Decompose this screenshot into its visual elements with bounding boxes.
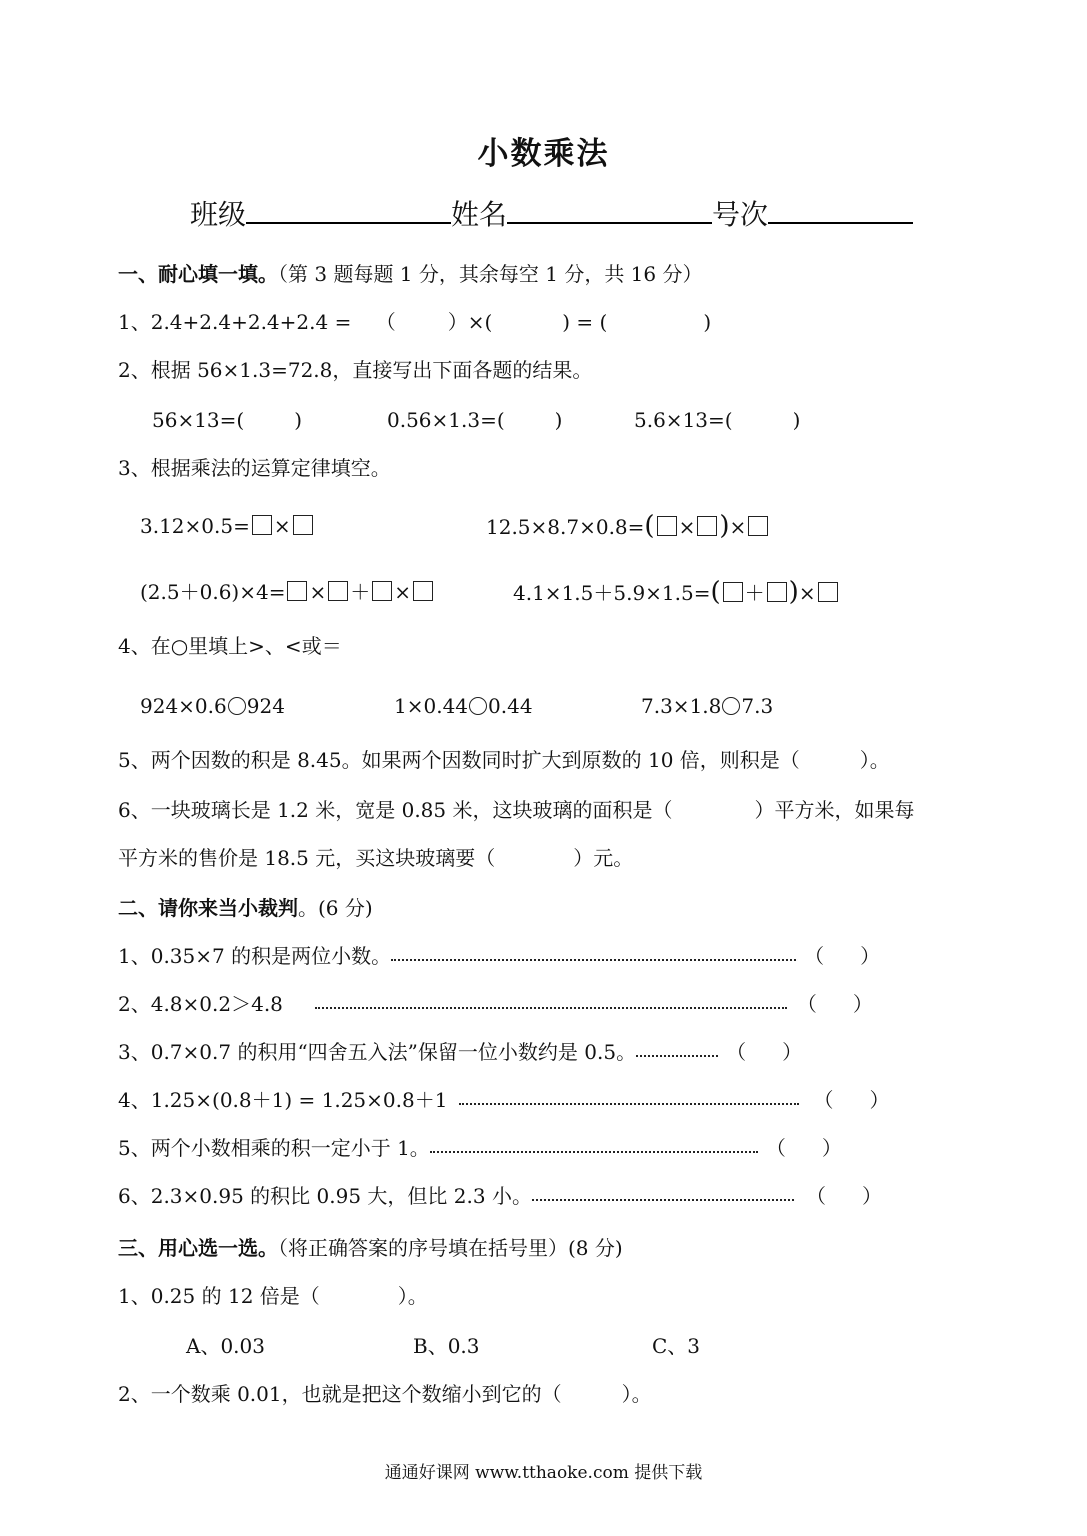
judge-item-2 (118, 990, 873, 1018)
section-3-note: （将正确答案的序号填在括号里）(8 分) (278, 1236, 623, 1260)
s1-q6-text: 平方米的售价是 18.5 元，买这块玻璃要（ (118, 846, 496, 870)
judge-paren: （ (765, 1136, 786, 1160)
compare-circle[interactable] (228, 697, 246, 715)
compare-right: 7.3 (741, 694, 774, 718)
judge-text: 1、0.35×7 的积是两位小数。 (118, 944, 392, 968)
times-sign: × (309, 580, 327, 604)
page-title: 小数乘法 (477, 136, 610, 172)
footer-text: 通通好课网 www.tthaoke.com 提供下载 (384, 1463, 703, 1483)
judge-text: 2、4.8×0.2＞4.8 (118, 992, 283, 1016)
judge-paren: （ (813, 1088, 834, 1112)
answer-box[interactable] (818, 582, 838, 602)
answer-box[interactable] (697, 516, 717, 536)
s1-q3-c (140, 578, 435, 606)
s3-q2 (118, 1380, 652, 1408)
answer-box[interactable] (287, 581, 307, 601)
s3-q1 (118, 1282, 428, 1310)
compare-circle[interactable] (469, 697, 487, 715)
s1-q3-d (513, 578, 840, 607)
s1-q1-paren: （ (375, 310, 396, 334)
s1-q6-text: 6、一块玻璃长是 1.2 米，宽是 0.85 米，这块玻璃的面积是（ (118, 798, 673, 822)
option-a[interactable]: A、0.03 (186, 1334, 265, 1358)
s1-q5 (118, 746, 890, 774)
judge-text: 3、0.7×0.7 的积用“四舍五入法”保留一位小数约是 0.5。 (118, 1040, 637, 1064)
close-paren: ) (719, 511, 730, 541)
section-3-heading (118, 1234, 623, 1262)
s1-q2-b (387, 406, 562, 434)
judge-paren: ） (821, 1136, 842, 1160)
s1-q3-d-expr: 4.1×1.5＋5.9×1.5= (513, 581, 711, 605)
plus-sign: ＋ (350, 580, 371, 604)
close-paren: ) (788, 577, 799, 607)
leader-dots (532, 1185, 794, 1201)
option-c[interactable]: C、3 (652, 1334, 701, 1358)
student-info-line (190, 196, 913, 233)
s1-q1-paren: ）×( (447, 310, 493, 334)
s1-q3-b-expr: 12.5×8.7×0.8= (486, 515, 645, 539)
answer-box[interactable] (252, 515, 272, 535)
judge-item-1 (118, 942, 880, 970)
compare-left: 1×0.44 (394, 694, 469, 718)
s3-q1-end: ）。 (397, 1284, 428, 1308)
answer-box[interactable] (293, 515, 313, 535)
answer-box[interactable] (328, 581, 348, 601)
class-blank[interactable] (246, 196, 451, 224)
judge-paren: ） (852, 992, 873, 1016)
s1-q2-a (152, 406, 302, 434)
s1-q3-c-expr: (2.5＋0.6)×4= (140, 580, 286, 604)
option-b[interactable]: B、0.3 (413, 1334, 480, 1358)
judge-item-6 (118, 1182, 882, 1210)
answer-box[interactable] (372, 581, 392, 601)
s1-q3-text: 3、根据乘法的运算定律填空。 (118, 456, 391, 480)
section-1-title: 一、耐心填一填。 (118, 262, 278, 286)
s1-q6-line1 (118, 796, 915, 824)
judge-paren: ） (782, 1040, 803, 1064)
answer-box[interactable] (413, 581, 433, 601)
s1-q2-b-expr: 0.56×1.3=( (387, 408, 505, 432)
answer-box[interactable] (723, 582, 743, 602)
leader-dots (315, 993, 787, 1009)
section-2-heading (118, 894, 373, 922)
judge-paren: （ (796, 992, 817, 1016)
name-label: 姓名 (451, 198, 508, 231)
s1-q2-a-expr: 56×13=( (152, 408, 245, 432)
judge-paren: （ (726, 1040, 747, 1064)
compare-right: 924 (246, 694, 285, 718)
section-1-heading (118, 260, 702, 288)
compare-right: 0.44 (488, 694, 533, 718)
times-sign: × (273, 514, 291, 538)
open-paren: ( (710, 577, 721, 607)
answer-box[interactable] (767, 582, 787, 602)
s1-q2-c-close: ) (792, 408, 801, 432)
leader-dots (430, 1137, 758, 1153)
judge-paren: （ (805, 1184, 826, 1208)
answer-box[interactable] (657, 516, 677, 536)
name-blank[interactable] (507, 196, 712, 224)
s1-q2-text: 2、根据 56×1.3=72.8，直接写出下面各题的结果。 (118, 358, 593, 382)
leader-dots (636, 1041, 718, 1057)
section-3-title: 三、用心选一选。 (118, 1236, 278, 1260)
s1-q2-b-close: ) (554, 408, 563, 432)
compare-circle[interactable] (722, 697, 740, 715)
answer-box[interactable] (748, 516, 768, 536)
s1-q3-a (140, 512, 315, 540)
judge-item-3 (118, 1038, 802, 1066)
s1-q4-c (641, 692, 773, 720)
s1-q5-end: ）。 (859, 748, 890, 772)
section-1-note: （第 3 题每题 1 分，其余每空 1 分，共 16 分） (278, 262, 703, 286)
s1-q5-text: 5、两个因数的积是 8.45。如果两个因数同时扩大到原数的 10 倍，则积是（ (118, 748, 800, 772)
compare-left: 924×0.6 (140, 694, 227, 718)
s3-q2-text: 2、一个数乘 0.01，也就是把这个数缩小到它的（ (118, 1382, 562, 1406)
s1-q6-line2 (118, 844, 633, 872)
s1-q2-a-close: ) (294, 408, 303, 432)
s1-q6-text: ）平方米，如果每 (754, 798, 915, 822)
judge-text: 5、两个小数相乘的积一定小于 1。 (118, 1136, 430, 1160)
class-label: 班级 (190, 198, 247, 231)
s1-q1-text: 1、2.4+2.4+2.4+2.4 = (118, 310, 352, 334)
plus-sign: ＋ (744, 581, 765, 605)
s1-q6-text: ）元。 (573, 846, 634, 870)
s3-q2-end: ）。 (621, 1382, 652, 1406)
judge-paren: ） (860, 944, 881, 968)
judge-text: 6、2.3×0.95 的积比 0.95 大，但比 2.3 小。 (118, 1184, 532, 1208)
s1-q1-paren: ) = ( (562, 310, 608, 334)
times-sign: × (394, 580, 411, 604)
leader-dots (459, 1089, 799, 1105)
section-2-note: 。(6 分) (298, 896, 373, 920)
number-label: 号次 (712, 198, 769, 231)
s1-q4-b (394, 692, 533, 720)
number-blank[interactable] (768, 196, 913, 224)
s1-q1 (118, 308, 711, 336)
open-paren: ( (644, 511, 655, 541)
section-2-title: 二、请你来当小裁判 (118, 896, 298, 920)
judge-text: 4、1.25×(0.8＋1) = 1.25×0.8＋1 (118, 1088, 448, 1112)
judge-paren: （ (804, 944, 825, 968)
judge-item-4 (118, 1086, 889, 1114)
s1-q2-c (634, 406, 800, 434)
judge-item-5 (118, 1134, 842, 1162)
judge-paren: ） (869, 1088, 890, 1112)
times-sign: × (729, 515, 747, 539)
s1-q3-a-expr: 3.12×0.5= (140, 514, 250, 538)
s3-q1-text: 1、0.25 的 12 倍是（ (118, 1284, 320, 1308)
s1-q3-b (486, 512, 770, 541)
leader-dots (391, 945, 796, 961)
s1-q4-text: 4、在○里填上>、<或＝ (118, 634, 342, 658)
compare-left: 7.3×1.8 (641, 694, 722, 718)
times-sign: × (678, 515, 696, 539)
s1-q4-a (140, 692, 285, 720)
s1-q1-paren: ) (703, 310, 712, 334)
s1-q2-c-expr: 5.6×13=( (634, 408, 733, 432)
judge-paren: ） (861, 1184, 882, 1208)
times-sign: × (798, 581, 816, 605)
